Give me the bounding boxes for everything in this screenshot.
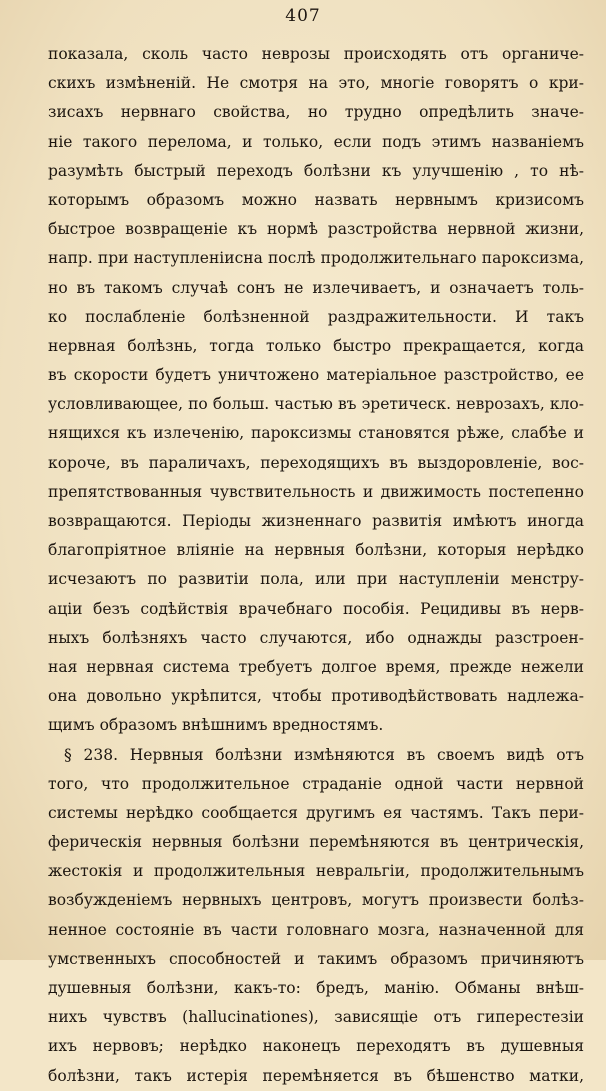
text-line: жестокія и продолжительныя невральгіи, продолжительнымъ <box>48 862 584 881</box>
text-line: нихъ чувствъ (hallucinationes), зависящіе отъ гиперестезіи <box>48 1008 584 1027</box>
text-line: ныхъ болѣзняхъ часто случаются, ибо однажды разстроен- <box>48 628 584 647</box>
text-line: системы нерѣдко сообщается другимъ ея частямъ. Такъ пери- <box>48 803 584 822</box>
text-line: того, что продолжительное страданіе одной части нервной <box>48 774 584 793</box>
text-line: умственныхъ способностей и такимъ образомъ причиняютъ <box>48 949 584 968</box>
text-line: скихъ измѣненій. Не смотря на это, многіе говорятъ о кри- <box>48 74 584 93</box>
text-line: быстрое возвращеніе къ нормѣ разстройства нервной жизни, <box>48 220 584 239</box>
text-line: ферическія нервныя болѣзни перемѣняются въ центрическія, <box>48 833 584 852</box>
text-line: но въ такомъ случаѣ сонъ не излечиваетъ, и означаетъ толь- <box>48 278 584 297</box>
text-line: ненное состояніе въ части головнаго мозга, назначенной для <box>48 920 584 939</box>
text-line: зисахъ нервнаго свойства, но трудно опредѣлить значе- <box>48 103 584 122</box>
section-heading-line: § 238. Нервныя болѣзни измѣняются въ своемъ видѣ отъ <box>64 745 584 764</box>
text-line: условливающее, по больш. частью въ эретическ. неврозахъ, кло- <box>48 395 584 414</box>
text-line: исчезаютъ по развитіи пола, или при наступленіи менстру- <box>48 570 584 589</box>
text-line: щимъ образомъ внѣшнимъ вредностямъ. <box>48 716 384 735</box>
text-line: она довольно укрѣпится, чтобы противодѣйствовать надлежа- <box>48 687 584 706</box>
text-line: душевныя болѣзни, какъ-то: бредъ, манію. Обманы внѣш- <box>48 979 584 997</box>
text-line: короче, въ параличахъ, переходящихъ въ выздоровленіе, вос- <box>48 453 584 472</box>
text-line: въ скорости будетъ уничтожено матеріальное разстройство, ее <box>48 366 584 385</box>
body-text <box>48 40 584 1091</box>
text-line: болѣзни, такъ истерія перемѣняется въ бѣшенство матки, <box>48 1066 584 1085</box>
text-line: напр. при наступленіисна послѣ продолжительнаго пароксизма, <box>48 249 584 268</box>
text-line: возбужденіемъ нервныхъ центровъ, могутъ произвести болѣз- <box>48 891 584 910</box>
text-line: ная нервная система требуетъ долгое время, прежде нежели <box>48 657 584 676</box>
text-line: ніе такого перелома, и только, если подъ этимъ названіемъ <box>48 132 584 151</box>
text-line: ко послабленіе болѣзненной раздражительности. И такъ <box>48 307 584 326</box>
text-line: нервная болѣзнь, тогда только быстро прекращается, когда <box>48 336 584 355</box>
text-line: которымъ образомъ можно назвать нервнымъ кризисомъ <box>48 190 584 209</box>
text-line: нящихся къ излеченію, пароксизмы становятся рѣже, слабѣе и <box>48 424 584 443</box>
text-line: разумѣть быстрый переходъ болѣзни къ улучшенію , то нѣ- <box>48 161 584 180</box>
text-line: возвращаются. Періоды жизненнаго развитія имѣютъ иногда <box>48 512 584 530</box>
text-line: благопріятное вліяніе на нервныя болѣзни, которыя нерѣдко <box>48 541 584 560</box>
text-line: препятствованныя чувствительность и движимость постепенно <box>48 482 584 501</box>
page-number: 407 <box>285 6 321 26</box>
text-line: показала, сколь часто неврозы происходять отъ органиче- <box>48 45 584 63</box>
text-line: ихъ нервовъ; нерѣдко наконецъ переходятъ въ душевныя <box>48 1037 584 1056</box>
text-line: аціи безъ содѣйствія врачебнаго пособія. Рецидивы въ нерв- <box>48 599 584 618</box>
